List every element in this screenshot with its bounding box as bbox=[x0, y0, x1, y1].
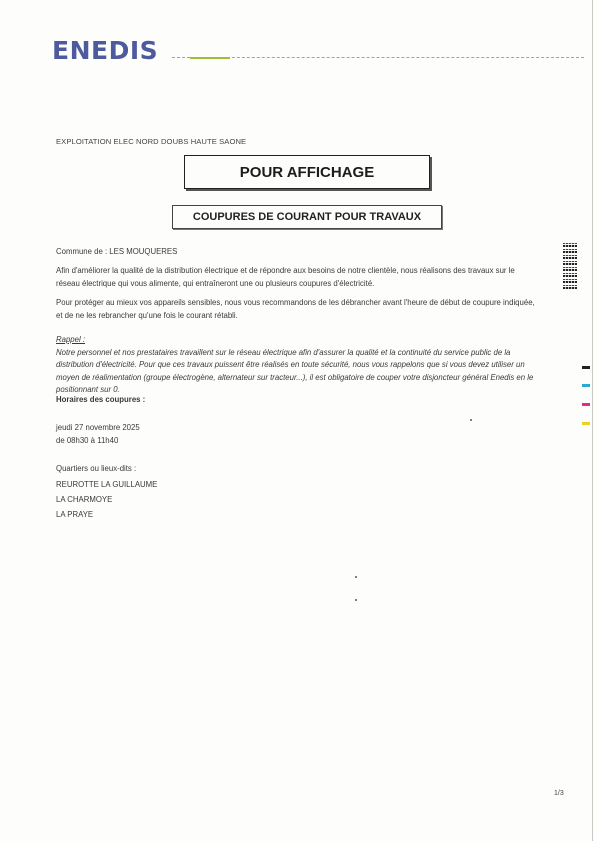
horaires-label: Horaires des coupures : bbox=[56, 395, 146, 404]
rappel-label: Rappel : bbox=[56, 335, 86, 344]
page-number: 1/3 bbox=[554, 790, 564, 797]
quartiers-label: Quartiers ou lieux-dits : bbox=[56, 464, 137, 473]
horaire-time: de 08h30 à 11h40 bbox=[56, 436, 119, 445]
scan-speck bbox=[355, 599, 357, 601]
scan-speck bbox=[355, 576, 357, 578]
print-mark-black bbox=[582, 366, 590, 369]
datamatrix-code bbox=[563, 243, 577, 289]
department-header: EXPLOITATION ELEC NORD DOUBS HAUTE SAONE bbox=[56, 137, 247, 146]
print-mark-yellow bbox=[582, 422, 590, 425]
scan-speck bbox=[470, 419, 472, 421]
quartier-item: LA PRAYE bbox=[56, 510, 94, 519]
page-edge bbox=[592, 0, 593, 841]
protection-paragraph: Pour protéger au mieux vos appareils sensibles, nous vous recommandons de les débrancher avant l'heure de début de coupure indiquée, et de ne les rebrancher qu'une fois le courant rétabli. bbox=[56, 298, 535, 320]
quartier-item: REUROTTE LA GUILLAUME bbox=[56, 480, 158, 489]
intro-paragraph: Afin d'améliorer la qualité de la distribution électrique et de répondre aux besoins de notre clientèle, nous réalisons des travaux sur le réseau électrique qui vous alimente, qui entraîneront une ou plusieurs coupures d'électricité. bbox=[56, 266, 515, 288]
logo-divider-accent bbox=[190, 57, 230, 59]
commune-line: Commune de : LES MOUQUERES bbox=[56, 247, 178, 256]
title-box bbox=[184, 155, 430, 189]
quartier-item: LA CHARMOYE bbox=[56, 495, 113, 504]
print-mark-magenta bbox=[582, 403, 590, 406]
print-mark-cyan bbox=[582, 384, 590, 387]
subtitle-box bbox=[172, 205, 442, 229]
rappel-body: Notre personnel et nos prestataires travaillent sur le réseau électrique afin d'assurer la qualité et la continuité du service public de la distribution d'électricité. Pour que ces travaux puissent être réalisés en toute sécurité, nous vous rappelons que si vous devez utiliser un moyen de réalimentation (groupe électrogène, alternateur sur tracteur...), il est obligatoire de couper votre disjoncteur général Enedis en le positionnant sur 0. bbox=[56, 347, 534, 394]
page-subtitle: COUPURES DE COURANT POUR TRAVAUX bbox=[192, 211, 422, 223]
logo-divider bbox=[172, 57, 584, 58]
horaire-date: jeudi 27 novembre 2025 bbox=[56, 423, 140, 432]
page-title: POUR AFFICHAGE bbox=[239, 163, 375, 181]
rappel-block bbox=[56, 334, 540, 397]
enedis-logo: ENEDIS bbox=[52, 36, 159, 65]
